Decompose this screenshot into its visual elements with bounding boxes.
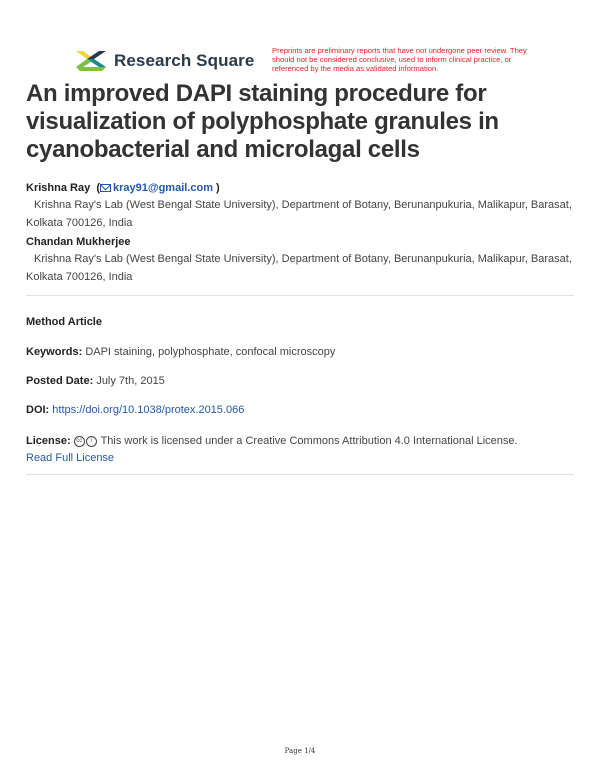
header <box>74 44 534 78</box>
license: License: cc i This work is licensed under a Creative Commons Attribution 4.0 International License. Read Full License <box>26 435 518 464</box>
doi: DOI: https://doi.org/10.1038/protex.2015.066 <box>26 404 245 416</box>
author-name: Chandan Mukherjee <box>26 236 131 248</box>
research-square-logo-icon <box>74 48 108 74</box>
author-affiliation: Krishna Ray's Lab (West Bengal State University), Department of Botany, Berunanpukuria, Malikapur, Barasat, Kolkata 700126, India <box>26 253 572 283</box>
article-type: Method Article <box>26 316 102 328</box>
authors-section <box>26 180 576 288</box>
keywords: Keywords: DAPI staining, polyphosphate, confocal microscopy <box>26 346 336 358</box>
research-square-logo[interactable] <box>74 48 254 74</box>
cc-by-icon: i <box>86 436 97 447</box>
author-name: Krishna Ray ( kray91@gmail.com ) <box>26 182 220 194</box>
divider <box>26 474 574 475</box>
mail-icon <box>100 184 111 192</box>
brand-name: Research Square <box>114 51 255 70</box>
preprint-disclaimer: Preprints are preliminary reports that have not undergone peer review. They should not be considered conclusive, used to inform clinical practice, or referenced by the media as validated information. <box>272 46 527 73</box>
doi-link[interactable]: https://doi.org/10.1038/protex.2015.066 <box>52 404 245 416</box>
divider <box>26 295 574 296</box>
page-number: Page 1/4 <box>284 747 316 755</box>
article-title: An improved DAPI staining procedure for visualization of polyphosphate granules in cyanobacterial and microlagal cells <box>26 80 499 163</box>
posted-date: Posted Date: July 7th, 2015 <box>26 375 165 387</box>
author-email-link[interactable]: kray91@gmail.com <box>112 182 213 194</box>
cc-icon: cc <box>74 436 85 447</box>
author-affiliation: Krishna Ray's Lab (West Bengal State University), Department of Botany, Berunanpukuria, Malikapur, Barasat, Kolkata 700126, India <box>26 199 572 229</box>
read-full-license-link[interactable]: Read Full License <box>26 452 115 464</box>
